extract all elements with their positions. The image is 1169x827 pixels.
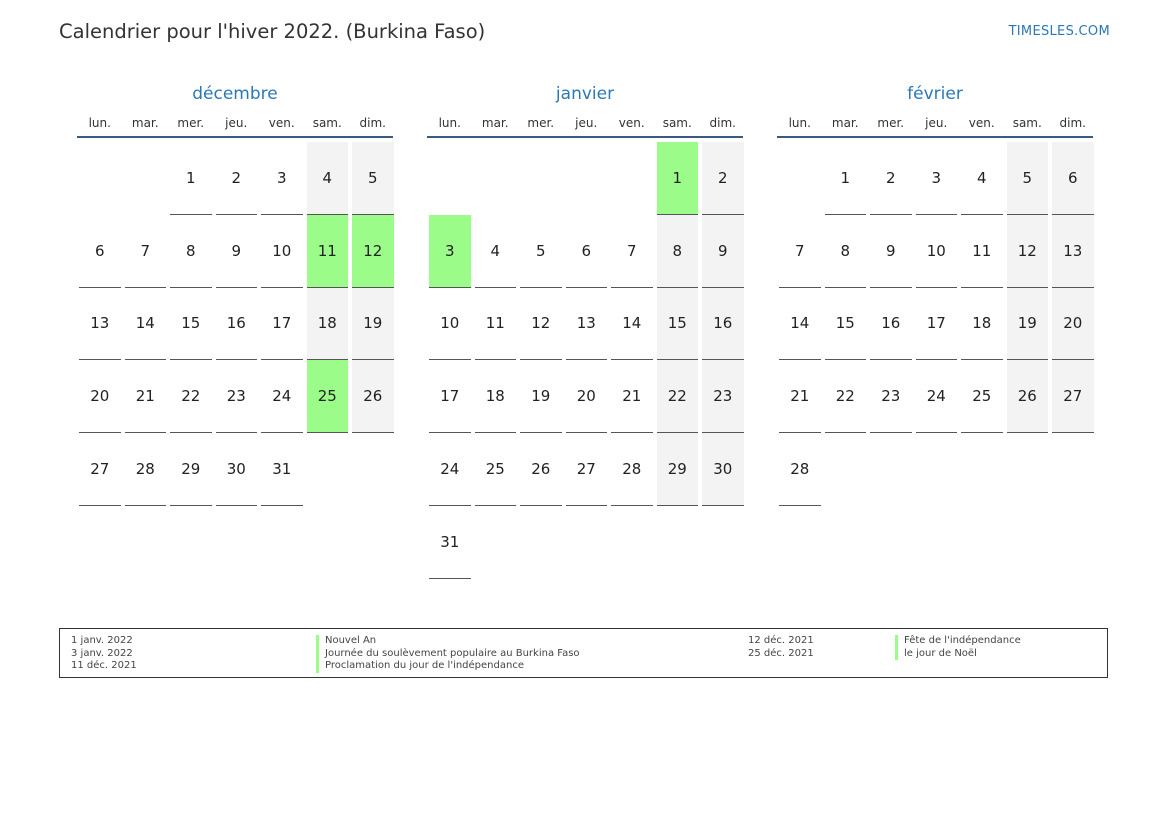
- weekday-header: [77, 116, 393, 138]
- month-2: [777, 82, 1093, 506]
- legend-holiday-name: Proclamation du jour de l'indépendance: [316, 660, 580, 673]
- day-cell[interactable]: 10: [429, 288, 471, 361]
- day-cell[interactable]: 28: [611, 433, 653, 506]
- day-cell[interactable]: 19: [520, 360, 562, 433]
- day-cell[interactable]: 25: [961, 360, 1003, 433]
- day-cell[interactable]: 27: [1052, 360, 1094, 433]
- day-cell[interactable]: 17: [261, 288, 303, 361]
- weekday-label: lun.: [438, 116, 461, 130]
- day-cell[interactable]: 14: [779, 288, 821, 361]
- day-cell[interactable]: 16: [870, 288, 912, 361]
- weekday-label: mer.: [177, 116, 205, 130]
- day-cell[interactable]: 30: [216, 433, 258, 506]
- day-cell[interactable]: 13: [566, 288, 608, 361]
- day-cell[interactable]: 16: [216, 288, 258, 361]
- weekday-label: ven.: [968, 116, 995, 130]
- day-cell[interactable]: 11: [961, 215, 1003, 288]
- day-cell[interactable]: 7: [125, 215, 167, 288]
- month-0: [77, 82, 393, 506]
- day-cell[interactable]: 17: [429, 360, 471, 433]
- empty-cell: [429, 142, 471, 215]
- day-cell[interactable]: 29: [170, 433, 212, 506]
- month-title: janvier: [555, 84, 615, 104]
- weekday-label: ven.: [618, 116, 645, 130]
- day-cell[interactable]: 18: [307, 288, 349, 361]
- weekday-label: jeu.: [925, 116, 948, 130]
- day-cell[interactable]: 29: [657, 433, 699, 506]
- day-cell[interactable]: 23: [216, 360, 258, 433]
- day-cell[interactable]: 26: [1007, 360, 1049, 433]
- site-link[interactable]: TIMESLES.COM: [1008, 24, 1110, 39]
- day-cell[interactable]: 1: [825, 142, 867, 215]
- weekday-label: mer.: [527, 116, 555, 130]
- weekday-label: mer.: [877, 116, 905, 130]
- day-cell[interactable]: 8: [825, 215, 867, 288]
- day-cell[interactable]: 25: [475, 433, 517, 506]
- legend-holiday-name: le jour de Noël: [895, 648, 1021, 661]
- day-cell[interactable]: 20: [1052, 288, 1094, 361]
- page-title: Calendrier pour l'hiver 2022. (Burkina Faso): [59, 20, 486, 43]
- legend-date: 3 janv. 2022: [71, 647, 133, 659]
- day-cell[interactable]: 4: [307, 142, 349, 215]
- day-grid: [427, 142, 743, 579]
- day-cell[interactable]: 18: [475, 360, 517, 433]
- day-cell[interactable]: 11: [475, 288, 517, 361]
- day-cell[interactable]: 17: [916, 288, 958, 361]
- day-cell[interactable]: 15: [657, 288, 699, 361]
- weekday-label: dim.: [709, 116, 736, 130]
- weekday-label: sam.: [1012, 116, 1042, 130]
- weekday-label: mar.: [831, 116, 859, 130]
- day-cell[interactable]: 7: [779, 215, 821, 288]
- day-cell[interactable]: 23: [702, 360, 744, 433]
- day-cell[interactable]: 15: [170, 288, 212, 361]
- day-cell[interactable]: 3: [916, 142, 958, 215]
- day-cell[interactable]: 3: [261, 142, 303, 215]
- day-cell[interactable]: 4: [961, 142, 1003, 215]
- day-cell[interactable]: 2: [870, 142, 912, 215]
- weekday-label: sam.: [662, 116, 692, 130]
- weekday-label: mar.: [131, 116, 159, 130]
- day-cell[interactable]: 6: [79, 215, 121, 288]
- day-cell[interactable]: 27: [79, 433, 121, 506]
- day-cell[interactable]: 12: [520, 288, 562, 361]
- day-cell[interactable]: 7: [611, 215, 653, 288]
- legend-holiday-name: Journée du soulèvement populaire au Burkina Faso: [316, 648, 580, 661]
- legend-names-left: [316, 635, 580, 673]
- weekday-label: lun.: [88, 116, 111, 130]
- empty-cell: [566, 142, 608, 215]
- day-cell[interactable]: 31: [261, 433, 303, 506]
- legend-date: 12 déc. 2021: [748, 635, 814, 646]
- empty-cell: [475, 142, 517, 215]
- day-cell[interactable]: 26: [352, 360, 394, 433]
- weekday-label: jeu.: [575, 116, 598, 130]
- day-cell[interactable]: 13: [79, 288, 121, 361]
- weekday-label: dim.: [359, 116, 386, 130]
- holiday-day-cell[interactable]: 3: [429, 215, 471, 288]
- weekday-label: sam.: [312, 116, 342, 130]
- day-cell[interactable]: 30: [702, 433, 744, 506]
- day-cell[interactable]: 12: [1007, 215, 1049, 288]
- month-title: décembre: [192, 84, 278, 104]
- day-cell[interactable]: 14: [611, 288, 653, 361]
- day-cell[interactable]: 21: [125, 360, 167, 433]
- day-cell[interactable]: 24: [916, 360, 958, 433]
- day-cell[interactable]: 16: [702, 288, 744, 361]
- day-cell[interactable]: 1: [170, 142, 212, 215]
- day-cell[interactable]: 5: [352, 142, 394, 215]
- holiday-day-cell[interactable]: 1: [657, 142, 699, 215]
- legend-dates-right: [748, 635, 814, 660]
- weekday-label: jeu.: [225, 116, 248, 130]
- legend-date: 11 déc. 2021: [71, 660, 137, 671]
- day-cell[interactable]: 8: [170, 215, 212, 288]
- day-cell[interactable]: 28: [779, 433, 821, 506]
- weekday-header: [777, 116, 1093, 138]
- empty-cell: [125, 142, 167, 215]
- weekday-label: ven.: [268, 116, 295, 130]
- holiday-legend: [59, 628, 1108, 678]
- day-cell[interactable]: 24: [429, 433, 471, 506]
- day-cell[interactable]: 21: [611, 360, 653, 433]
- day-cell[interactable]: 9: [216, 215, 258, 288]
- weekday-header: [427, 116, 743, 138]
- weekday-label: mar.: [481, 116, 509, 130]
- day-cell[interactable]: 18: [961, 288, 1003, 361]
- holiday-day-cell[interactable]: 12: [352, 215, 394, 288]
- day-cell[interactable]: 2: [216, 142, 258, 215]
- day-cell[interactable]: 21: [779, 360, 821, 433]
- empty-cell: [779, 142, 821, 215]
- legend-names-right: [895, 635, 1021, 660]
- day-cell[interactable]: 6: [566, 215, 608, 288]
- day-cell[interactable]: 28: [125, 433, 167, 506]
- day-cell[interactable]: 9: [702, 215, 744, 288]
- legend-date: 25 déc. 2021: [748, 647, 814, 659]
- empty-cell: [79, 142, 121, 215]
- empty-cell: [520, 142, 562, 215]
- day-cell[interactable]: 31: [429, 506, 471, 579]
- holiday-day-cell[interactable]: 25: [307, 360, 349, 433]
- day-cell[interactable]: 22: [170, 360, 212, 433]
- day-cell[interactable]: 24: [261, 360, 303, 433]
- day-grid: [77, 142, 393, 506]
- day-cell[interactable]: 6: [1052, 142, 1094, 215]
- day-cell[interactable]: 5: [1007, 142, 1049, 215]
- legend-dates-left: [71, 635, 137, 673]
- weekday-label: lun.: [788, 116, 811, 130]
- month-1: [427, 82, 743, 579]
- day-cell[interactable]: 14: [125, 288, 167, 361]
- day-cell[interactable]: 22: [657, 360, 699, 433]
- day-cell[interactable]: 20: [566, 360, 608, 433]
- day-cell[interactable]: 23: [870, 360, 912, 433]
- day-cell[interactable]: 5: [520, 215, 562, 288]
- legend-holiday-name: Nouvel An: [316, 635, 580, 648]
- day-cell[interactable]: 13: [1052, 215, 1094, 288]
- day-cell[interactable]: 4: [475, 215, 517, 288]
- day-grid: [777, 142, 1093, 506]
- day-cell[interactable]: 27: [566, 433, 608, 506]
- weekday-label: dim.: [1059, 116, 1086, 130]
- day-cell[interactable]: 20: [79, 360, 121, 433]
- day-cell[interactable]: 26: [520, 433, 562, 506]
- day-cell[interactable]: 9: [870, 215, 912, 288]
- empty-cell: [611, 142, 653, 215]
- day-cell[interactable]: 10: [916, 215, 958, 288]
- month-title: février: [907, 84, 963, 104]
- day-cell[interactable]: 10: [261, 215, 303, 288]
- day-cell[interactable]: 8: [657, 215, 699, 288]
- day-cell[interactable]: 2: [702, 142, 744, 215]
- legend-holiday-name: Fête de l'indépendance: [895, 635, 1021, 648]
- legend-date: 1 janv. 2022: [71, 635, 133, 646]
- day-cell[interactable]: 15: [825, 288, 867, 361]
- day-cell[interactable]: 22: [825, 360, 867, 433]
- day-cell[interactable]: 19: [352, 288, 394, 361]
- day-cell[interactable]: 19: [1007, 288, 1049, 361]
- holiday-day-cell[interactable]: 11: [307, 215, 349, 288]
